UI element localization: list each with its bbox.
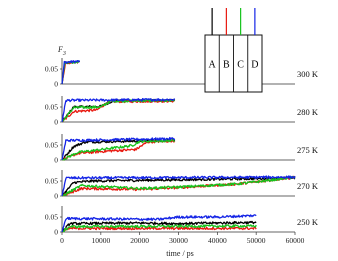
x-tick-label: 10000: [91, 236, 111, 245]
y-tick-label: 0.05: [44, 102, 58, 112]
y-tick-label: 0.05: [44, 64, 58, 74]
inset-label-A: A: [208, 59, 216, 71]
panel-1: [45, 58, 319, 89]
panel-5: [45, 206, 319, 237]
inset-label-C: C: [237, 59, 244, 71]
panel-4: [45, 170, 319, 201]
panel-2: [45, 96, 319, 127]
series-line-B: [62, 227, 256, 232]
temperature-label: 280 K: [297, 107, 319, 117]
temperature-label: 300 K: [297, 69, 319, 79]
y-tick-label: 0: [54, 79, 58, 89]
series-line-B: [62, 100, 175, 122]
y-axis-title-main: F: [58, 45, 63, 54]
x-tick-label: 60000: [285, 236, 305, 245]
series-line-B: [62, 140, 175, 160]
y-tick-label: 0.05: [44, 176, 58, 186]
box-inset-diagram: [205, 8, 262, 92]
temperature-label: 250 K: [297, 217, 319, 227]
x-tick-label: 50000: [246, 236, 266, 245]
y-axis-title: [57, 45, 66, 57]
y-tick-label: 0.05: [44, 212, 58, 222]
y-tick-label: 0: [54, 191, 58, 201]
series-line-C: [62, 139, 175, 160]
inset-label-B: B: [223, 59, 230, 71]
temperature-label: 270 K: [297, 181, 319, 191]
temperature-label: 275 K: [297, 145, 319, 155]
inset-label-D: D: [251, 59, 259, 71]
x-tick-label: 20000: [130, 236, 150, 245]
y-tick-label: 0: [54, 155, 58, 165]
x-tick-label: 30000: [169, 236, 188, 245]
y-tick-label: 0.05: [44, 140, 58, 150]
chart-panels: [45, 58, 319, 237]
y-tick-label: 0: [54, 227, 58, 237]
x-axis: [60, 232, 305, 245]
x-tick-label: 40000: [207, 236, 227, 245]
x-tick-label: 0: [60, 236, 64, 245]
y-tick-label: 0: [54, 117, 58, 127]
x-axis-title: time / ps: [166, 249, 194, 258]
panel-3: [45, 134, 319, 165]
y-axis-title-sub: 3: [62, 51, 66, 57]
